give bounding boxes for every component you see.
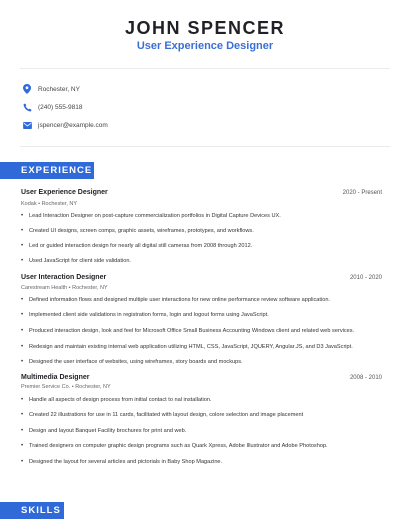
job-company: Carestream Health • Rochester, NY (21, 285, 108, 291)
job-dates: 2010 - 2020 (349, 275, 382, 281)
list-item: • Design and layout Banquet Facility brochures for print and web. (21, 428, 187, 434)
phone-icon (22, 102, 32, 112)
divider (20, 146, 390, 147)
phone-text: (240) 555-9818 (38, 103, 83, 111)
list-item: • Handle all aspects of design process from initial contact to nal installation. (21, 397, 212, 403)
list-item: • Designed the user interface of websites, using wireframes, story boards and mockups. (21, 359, 243, 365)
contact-location (22, 84, 382, 94)
candidate-name: JOHN SPENCER (124, 18, 286, 38)
list-item: • Implemented client side validations in registration forms, login and logout forms using JavaScript. (21, 312, 269, 318)
list-item: • Lead Interaction Designer on post-capture commercialization portfolios in Digital Capture Devices UX. (21, 213, 281, 219)
list-item: • Created UI designs, screen comps, graphic assets, wireframes, prototypes, and workflows. (21, 228, 254, 234)
list-item: • Created 22 illustrations for use in 11 cards, facilitated with layout design, colore selection and image placement (21, 412, 304, 418)
job-company: Kodak • Rochester, NY (21, 201, 78, 207)
mail-icon (22, 120, 32, 130)
job-dates: 2020 - Present (342, 190, 382, 196)
candidate-role: User Experience Designer (136, 40, 274, 52)
list-item: • Defined information flows and designed multiple user interactions for new online performance review software application. (21, 297, 330, 303)
section-skills: SKILLS (0, 502, 64, 519)
location-pin-icon (22, 84, 32, 94)
list-item: • Used JavaScript for client side validation. (21, 258, 131, 264)
list-item: • Trained designers on computer graphic design programs such as Quark Xpress, Adobe Illustrator and Adobe Photoshop. (21, 443, 328, 449)
job-company: Premier Service Co. • Rochester, NY (21, 384, 111, 390)
contact-email (22, 120, 382, 130)
list-item: • Led or guided interaction design for nearly all digital still cameras from 2008 through 2012. (21, 243, 253, 249)
list-item: • Redesign and maintain existing internal web application utilizing HTML, CSS, JavaScript, JQUERY, Angular.JS, and D3 JavaScript. (21, 344, 353, 350)
email-text: jspencer@example.com (38, 121, 108, 129)
job-title: User Experience Designer (21, 189, 108, 196)
section-experience: EXPERIENCE (0, 162, 94, 179)
divider (20, 68, 390, 69)
list-item: • Designed the layout for several articles and pictorials in Baby Shop Magazine. (21, 459, 223, 465)
job-title: User Interaction Designer (21, 274, 107, 281)
location-text: Rochester, NY (38, 85, 80, 93)
job-title: Multimedia Designer (21, 374, 90, 381)
list-item: • Produced interaction design, look and feel for Microsoft Office Small Business Accounting Windows client and related web services. (21, 328, 355, 334)
contact-phone (22, 102, 382, 112)
job-dates: 2008 - 2010 (349, 375, 382, 381)
